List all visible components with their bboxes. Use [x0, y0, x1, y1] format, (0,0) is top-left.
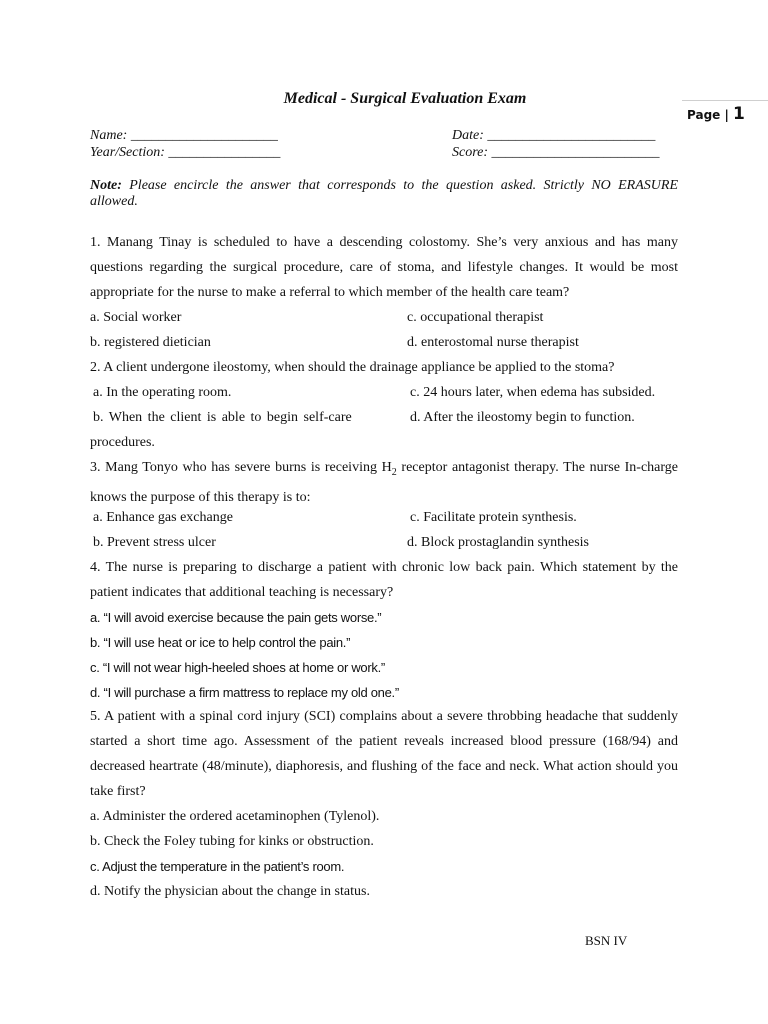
question-3-stem [90, 455, 678, 510]
question-5-option-a: a. Administer the ordered acetaminophen (Tylenol). [90, 809, 380, 824]
date-field: Date: ________________________ [452, 128, 656, 143]
page-label: Page | [687, 108, 729, 122]
question-1-option-d: d. enterostomal nurse therapist [407, 335, 579, 350]
exam-title: Medical - Surgical Evaluation Exam [283, 90, 527, 107]
year-section-field: Year/Section: ________________ [90, 145, 281, 160]
question-3-stem-start: 3. Mang Tonyo who has severe burns is receiving H [90, 460, 392, 475]
question-1-option-a: a. Social worker [90, 310, 182, 325]
question-5-option-d: d. Notify the physician about the change in status. [90, 884, 370, 899]
instructions-note [90, 178, 678, 210]
question-4-option-a: a. “I will avoid exercise because the pain gets worse.” [90, 610, 382, 625]
name-field: Name: _____________________ [90, 128, 278, 143]
note-text: Please encircle the answer that corresponds to the question asked. Strictly NO ERASURE allowed. [90, 178, 678, 209]
note-label: Note: [90, 178, 122, 193]
page-number [687, 104, 745, 124]
question-3-option-d: d. Block prostaglandin synthesis [407, 535, 589, 550]
question-2-option-a: a. In the operating room. [93, 385, 232, 400]
question-2-option-b-continued: procedures. [90, 435, 155, 450]
question-2-option-c: c. 24 hours later, when edema has subsided. [410, 385, 656, 400]
score-field: Score: ________________________ [452, 145, 660, 160]
question-2-option-b: b. When the client is able to begin self-care [93, 410, 352, 425]
question-3-stem-end: receptor antagonist therapy. The nurse In-charge knows the purpose of this therapy is to: [90, 460, 678, 505]
question-4-option-d: d. “I will purchase a firm mattress to replace my old one.” [90, 685, 399, 700]
question-2-stem: 2. A client undergone ileostomy, when should the drainage appliance be applied to the stoma? [90, 360, 615, 375]
question-5-option-c: c. Adjust the temperature in the patient’s room. [90, 859, 345, 874]
question-4-stem: 4. The nurse is preparing to discharge a patient with chronic low back pain. Which statement by the patient indicates that additional teaching is necessary? [90, 560, 678, 600]
question-5-stem: 5. A patient with a spinal cord injury (SCI) complains about a severe throbbing headache that suddenly started a short time ago. Assessment of the patient reveals increased blood pressure (168/94) and decreased heartrate (48/minute), diaphoresis, and flushing of the face and neck. What action should you take first? [90, 709, 678, 799]
question-5-option-b: b. Check the Foley tubing for kinks or obstruction. [90, 834, 374, 849]
question-1-stem: 1. Manang Tinay is scheduled to have a descending colostomy. She’s very anxious and has many questions regarding the surgical procedure, care of stoma, and lifestyle changes. It would be most appropriate for the nurse to make a referral to which member of the health care team? [90, 235, 678, 300]
page-header-rule [682, 100, 768, 101]
page-number-value: 1 [733, 104, 745, 124]
question-1-option-c: c. occupational therapist [407, 310, 544, 325]
question-3-option-c: c. Facilitate protein synthesis. [410, 510, 577, 525]
question-3-subscript: 2 [391, 466, 397, 478]
question-3-option-a: a. Enhance gas exchange [93, 510, 233, 525]
question-3-option-b: b. Prevent stress ulcer [93, 535, 216, 550]
question-2-option-d: d. After the ileostomy begin to function. [410, 410, 635, 425]
question-4-option-b: b. “I will use heat or ice to help control the pain.” [90, 635, 351, 650]
question-4-option-c: c. “I will not wear high-heeled shoes at home or work.” [90, 660, 385, 675]
footer-course: BSN IV [585, 933, 628, 948]
question-1-option-b: b. registered dietician [90, 335, 211, 350]
